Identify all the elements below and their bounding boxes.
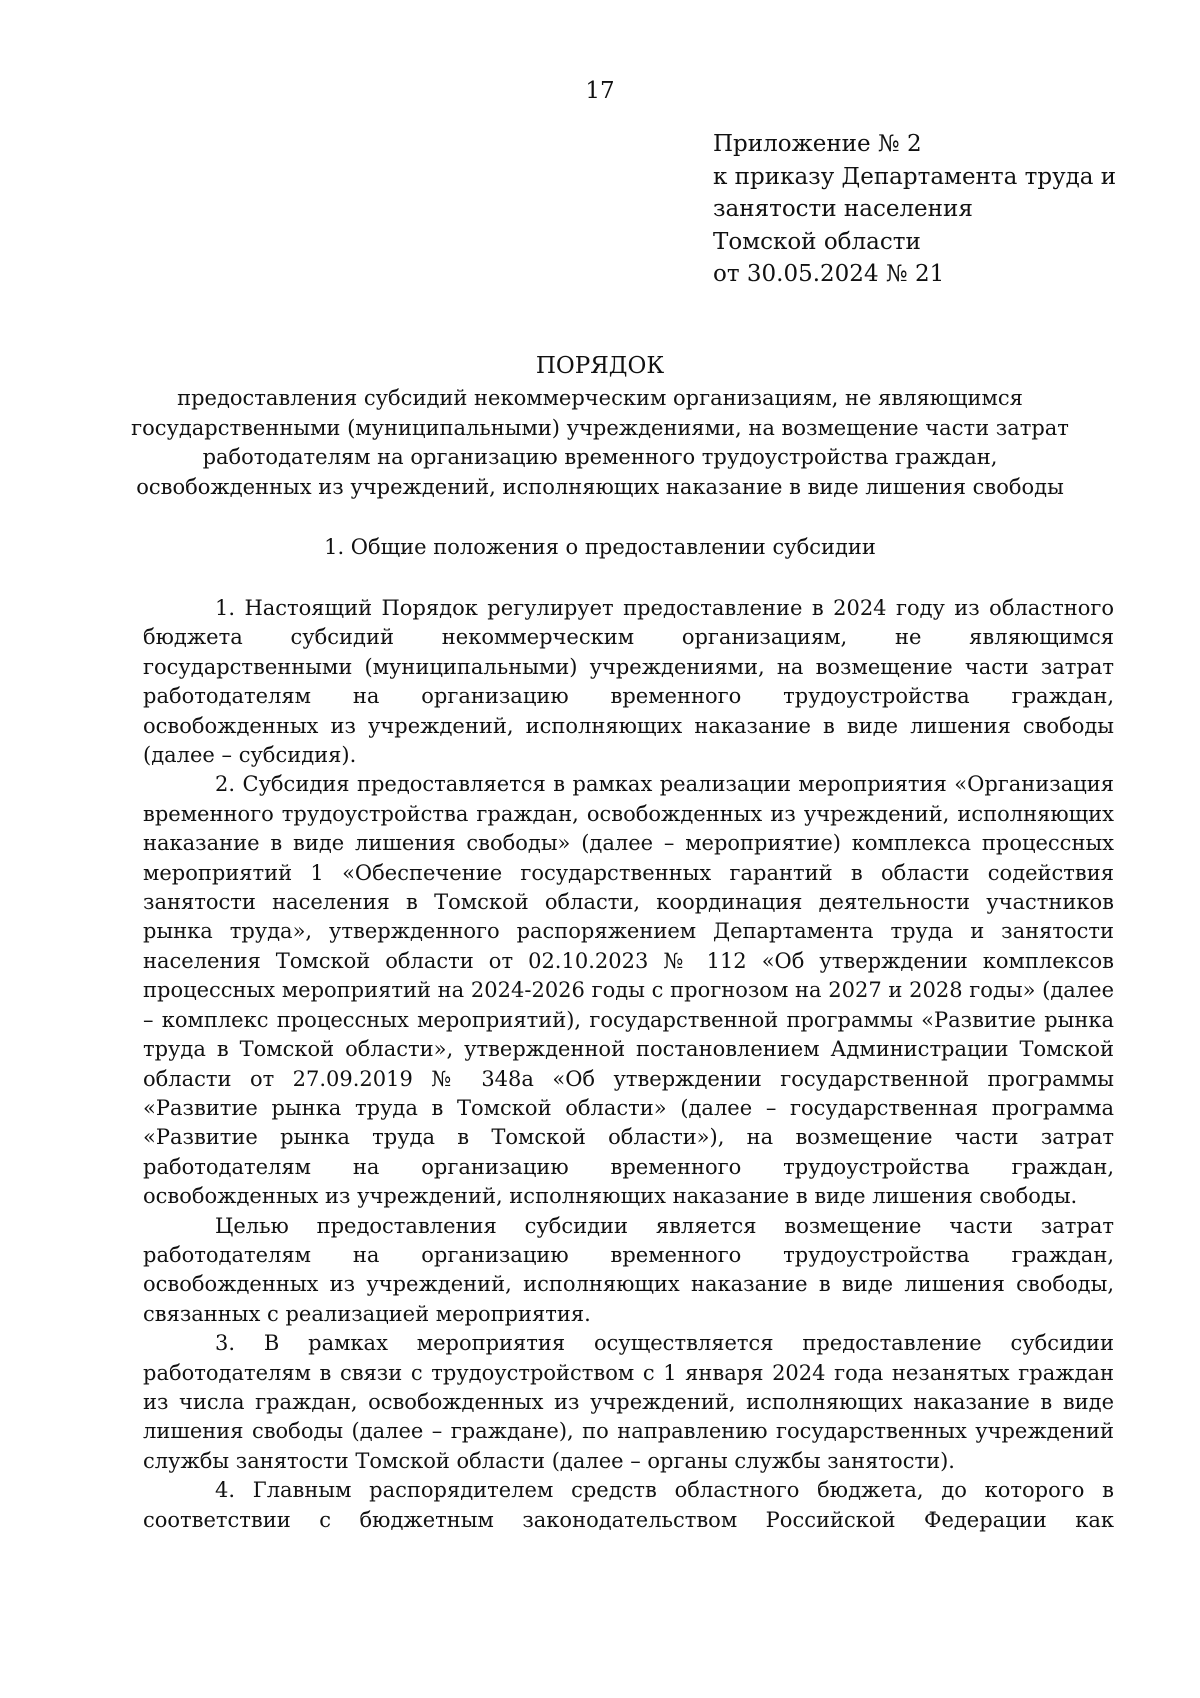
paragraph-4: 4. Главным распорядителем средств областного бюджета, до которого в соответствии с бюджетным законодательством Российской Федерации как: [143, 1478, 1114, 1532]
appendix-line: Приложение № 2: [713, 131, 922, 157]
appendix-block: [713, 128, 1183, 291]
paragraph-1: 1. Настоящий Порядок регулирует предоставление в 2024 году из областного бюджета субсидий некоммерческим организациям, не являющимся государственными (муниципальными) учреждениями, на возмещение части затрат работодателям на организацию временного трудоустройства граждан, освобожденных из учреждений, исполняющих наказание в виде лишения свободы (далее – субсидия).: [143, 596, 1114, 768]
appendix-line: Томской области: [713, 228, 921, 255]
paragraph-purpose: Целью предоставления субсидии является возмещение части затрат работодателям на организацию временного трудоустройства граждан, освобожденных из учреждений, исполняющих наказание в виде лишения свободы, связанных с реализацией мероприятия.: [143, 1213, 1114, 1326]
body-text: [143, 594, 1114, 1535]
subtitle-line: предоставления субсидий некоммерческим организациям, не являющимся: [177, 386, 1023, 410]
subtitle-line: освобожденных из учреждений, исполняющих наказание в виде лишения свободы: [136, 474, 1064, 499]
section-heading: 1. Общие положения о предоставлении субсидии: [324, 535, 876, 559]
appendix-line: от 30.05.2024 № 21: [713, 261, 945, 287]
document-subtitle: [100, 384, 1100, 502]
subtitle-line: работодателям на организацию временного трудоустройства граждан,: [202, 445, 998, 469]
subtitle-line: государственными (муниципальными) учреждениями, на возмещение части затрат: [131, 415, 1069, 440]
document-title: ПОРЯДОК: [535, 353, 665, 379]
appendix-line: занятости населения: [713, 196, 973, 222]
appendix-line: к приказу Департамента труда и: [713, 163, 1117, 190]
paragraph-2: 2. Субсидия предоставляется в рамках реализации мероприятия «Организация временного трудоустройства граждан, освобожденных из учреждений, исполняющих наказание в виде лишения свободы» (далее – мероприятие) комплекса процессных мероприятий 1 «Обеспечение государственных гарантий в области содействия занятости населения в Томской области, координация деятельности участников рынка труда», утвержденного распоряжением Департамента труда и занятости населения Томской области от 02.10.2023 № 112 «Об утверждении комплексов процессных мероприятий на 2024-2026 годы с прогнозом на 2027 и 2028 годы» (далее – комплекс процессных мероприятий), государственной программы «Развитие рынка труда в Томской области», утвержденной постановлением Администрации Томской области от 27.09.2019 № 348а «Об утверждении государственной программы «Развитие рынка труда в Томской области» (далее – государственная программа «Развитие рынка труда в Томской области»), на возмещение части затрат работодателям на организацию временного трудоустройства граждан, освобожденных из учреждений, исполняющих наказание в виде лишения свободы.: [143, 772, 1114, 1209]
page-number: 17: [585, 78, 615, 104]
paragraph-3: 3. В рамках мероприятия осуществляется предоставление субсидии работодателям в связи с трудоустройством с 1 января 2024 года незанятых граждан из числа граждан, освобожденных из учреждений, исполняющих наказание в виде лишения свободы (далее – граждане), по направлению государственных учреждений службы занятости Томской области (далее – органы службы занятости).: [143, 1331, 1114, 1473]
